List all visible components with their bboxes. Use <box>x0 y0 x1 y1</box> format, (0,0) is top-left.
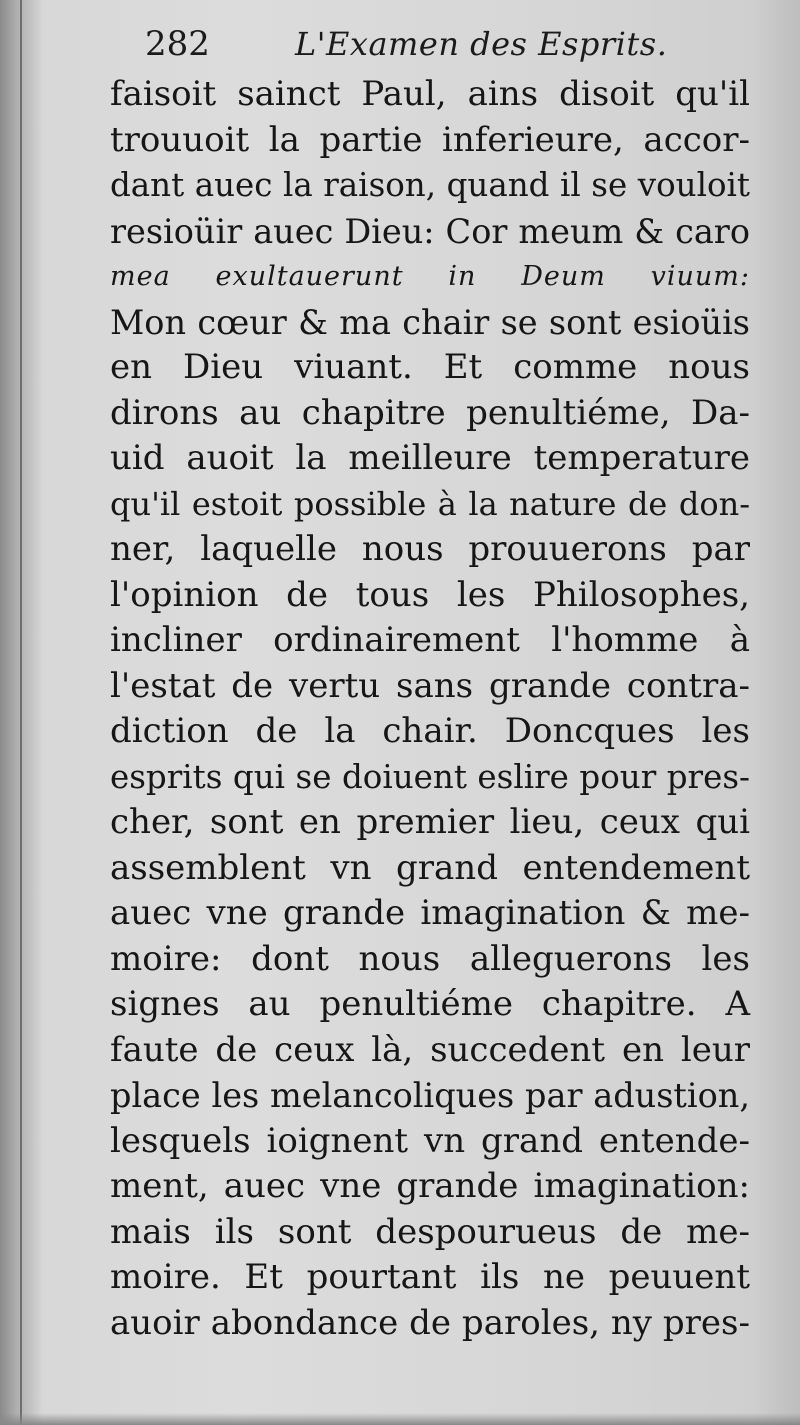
body-text <box>110 72 750 1346</box>
text-line: faute de ceux là, succedent en leur <box>110 1029 750 1070</box>
text-line: dant auec la raison, quand il se vouloit <box>110 166 750 204</box>
text-line: Mon cœur & ma chair se sont esioüis <box>110 302 750 342</box>
text-line: ment, auec vne grande imagination: <box>110 1166 750 1206</box>
text-line: auec vne grande imagination & me- <box>110 893 750 933</box>
text-line: moire: dont nous alleguerons les <box>110 938 750 979</box>
text-line: assemblent vn grand entendement <box>110 847 750 888</box>
text-line: uid auoit la meilleure temperature <box>110 438 750 478</box>
text-line: incliner ordinairement l'homme à <box>110 620 750 660</box>
text-line: moire. Et pourtant ils ne peuuent <box>110 1257 750 1297</box>
running-title: L'Examen des Esprits. <box>295 25 668 63</box>
page-header <box>145 16 705 72</box>
page-number: 282 <box>145 24 210 64</box>
text-line: place les melancoliques par adustion, <box>110 1076 750 1115</box>
text-line: l'opinion de tous les Philosophes, <box>110 574 750 615</box>
latin-quote-line: mea exultauerunt in Deum viuum: <box>110 261 750 292</box>
text-line: signes au penultiéme chapitre. A <box>110 984 750 1024</box>
text-line: faisoit sainct Paul, ains disoit qu'il <box>110 74 750 114</box>
text-line: esprits qui se doiuent eslire pour pres- <box>110 757 750 796</box>
text-line: cher, sont en premier lieu, ceux qui <box>110 802 750 842</box>
text-line: l'estat de vertu sans grande contra- <box>110 665 750 706</box>
text-line: dirons au chapitre penultiéme, Da- <box>110 392 750 433</box>
text-line: resioüir auec Dieu: Cor meum & caro <box>110 211 750 251</box>
text-line: diction de la chair. Doncques les <box>110 711 750 751</box>
text-line: lesquels ioignent vn grand entende- <box>110 1120 750 1161</box>
page-bottom-edge <box>0 1413 800 1425</box>
text-line: ner, laquelle nous prouuerons par <box>110 529 750 569</box>
text-line: qu'il estoit possible à la nature de don- <box>110 484 750 523</box>
page-edge-line <box>20 0 22 1425</box>
text-line: mais ils sont despourueus de me- <box>110 1211 750 1252</box>
text-line: auoir abondance de paroles, ny pres- <box>110 1302 750 1343</box>
text-line: en Dieu viuant. Et comme nous <box>110 347 750 387</box>
text-line: trouuoit la partie inferieure, accor- <box>110 119 750 160</box>
